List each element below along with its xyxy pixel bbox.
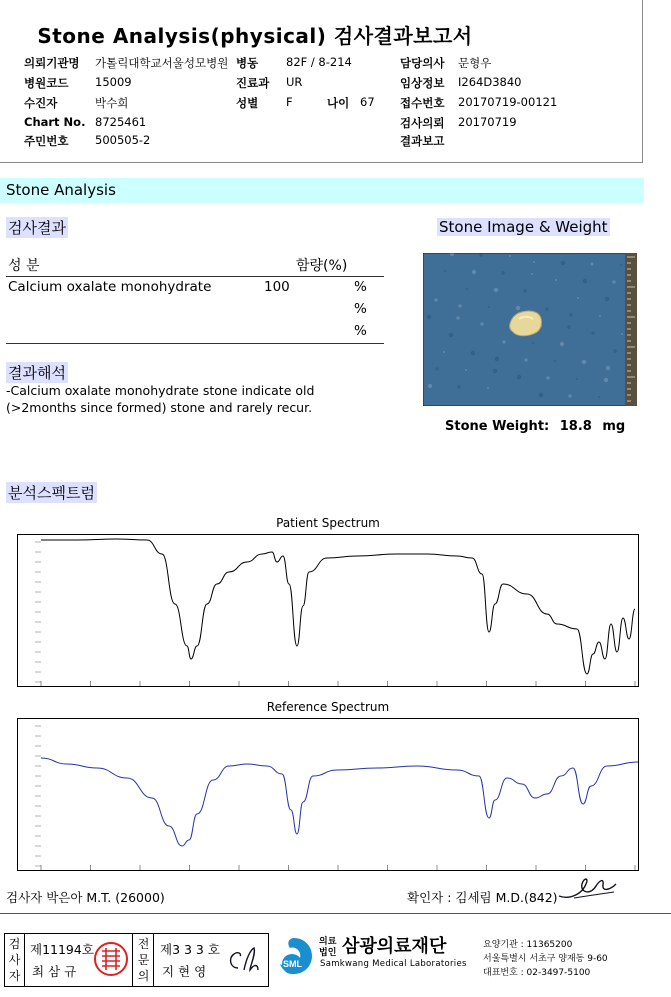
handwritten-signature: [556, 872, 620, 904]
specialist-name: 지 현 영: [162, 964, 207, 979]
org-prefix: [319, 937, 336, 959]
patient-name-label: 수진자: [24, 96, 58, 110]
license-box-divider-2: [132, 934, 133, 986]
specialist-vertical-char-1: 전: [137, 937, 150, 951]
resident-no-label: 주민번호: [24, 134, 69, 148]
sex-value: F: [286, 95, 293, 109]
institution-value: 가톨릭대학교서울성모병원: [95, 56, 229, 70]
examiner-vertical-char-2: 사: [8, 953, 21, 967]
row-1-value: 100: [264, 279, 290, 295]
request-date-value: 20170719: [458, 115, 517, 129]
reference-spectrum-plot: [17, 718, 639, 871]
table-top-rule: [6, 276, 384, 277]
patient-spectrum-title: Patient Spectrum: [276, 516, 380, 530]
age-value: 67: [360, 95, 375, 109]
doctor-value: 문형우: [458, 56, 492, 70]
institution-label: 의뢰기관명: [24, 56, 80, 70]
org-prefix-bottom: 법인: [319, 948, 337, 958]
stone-weight-label: Stone Weight:: [445, 419, 550, 434]
reference-spectrum-title: Reference Spectrum: [266, 700, 390, 714]
department-value: UR: [286, 75, 303, 89]
results-heading: 검사결과: [8, 219, 66, 237]
hospital-code-value: 15009: [95, 75, 132, 89]
interpretation-line-2: (>2months since formed) stone and rarely recur.: [6, 400, 313, 415]
stone-image-heading: Stone Image & Weight: [439, 218, 608, 236]
receipt-no-value: 20170719-00121: [458, 95, 558, 109]
stone-weight: [445, 419, 625, 434]
hospital-code-label: 병원코드: [24, 76, 69, 90]
footer-divider: [0, 913, 671, 914]
specialist-signature: [224, 942, 264, 978]
examiner-license: 제11194호: [30, 942, 94, 957]
sex-label: 성별: [236, 96, 259, 110]
result-report-label: 결과보고: [400, 134, 445, 148]
header-divider: [0, 162, 642, 163]
component-header: 성 분: [8, 258, 40, 274]
analysis-band-title: Stone Analysis: [6, 181, 116, 199]
clinical-info-label: 임상정보: [400, 76, 445, 90]
ward-label: 병동: [236, 56, 259, 70]
examiner-vertical-char-1: 검: [8, 937, 21, 951]
license-box-divider-1: [24, 934, 25, 986]
patient-spectrum-plot: [17, 534, 639, 687]
license-box-divider-3: [153, 934, 154, 986]
doctor-label: 담당의사: [400, 56, 445, 70]
specialist-vertical-char-3: 의: [137, 969, 150, 983]
table-bottom-rule: [6, 343, 384, 344]
age-label: 나이: [327, 96, 350, 110]
chart-no-value: 8725461: [95, 115, 147, 129]
department-label: 진료과: [236, 76, 270, 90]
examiner-vertical-char-3: 자: [8, 969, 21, 983]
specialist-license: 제3 3 3 호: [160, 942, 220, 957]
row-3-unit: %: [354, 323, 367, 339]
header-right-border: [642, 0, 643, 163]
org-address: 서울특별시 서초구 양재동 9-60: [483, 954, 608, 964]
org-prefix-top: 의료: [319, 937, 337, 947]
examiner-vertical-label: [7, 936, 22, 984]
receipt-no-label: 접수번호: [400, 96, 445, 110]
sml-logo-text: SML: [283, 959, 302, 969]
row-1-component: Calcium oxalate monohydrate: [8, 279, 212, 295]
specialist-vertical-label: [136, 936, 151, 984]
org-phone: 대표번호 : 02-3497-5100: [483, 968, 591, 978]
interpretation-line-1: -Calcium oxalate monohydrate stone indicate old: [6, 383, 315, 398]
stone-weight-unit: mg: [602, 419, 626, 434]
org-name: 삼광의료재단: [342, 936, 447, 957]
request-date-label: 검사의뢰: [400, 116, 445, 130]
patient-name-value: 박수희: [95, 96, 129, 110]
row-2-unit: %: [354, 301, 367, 317]
resident-no-value: 500505-2: [95, 133, 151, 147]
chart-no-label: Chart No.: [24, 115, 86, 129]
row-1-unit: %: [354, 279, 367, 295]
org-name-en: Samkwang Medical Laboratories: [320, 959, 467, 969]
examiner-name: 최 삼 규: [32, 964, 77, 979]
examiner-signature: 검사자 박은아 M.T. (26000): [6, 890, 165, 905]
examiner-seal: [93, 940, 129, 978]
sml-logo: [272, 934, 316, 978]
ward-value: 82F / 8-214: [286, 55, 352, 69]
stone-weight-value: 18.8: [559, 419, 592, 434]
report-title: Stone Analysis(physical) 검사결과보고서: [37, 24, 473, 48]
content-header: 함량(%): [296, 258, 348, 274]
confirmer-signature: 확인자 : 김세림 M.D.(842): [407, 890, 558, 905]
specialist-vertical-char-2: 문: [137, 953, 150, 967]
spectrum-heading: 분석스펙트럼: [8, 484, 95, 502]
clinical-info-value: I264D3840: [458, 75, 522, 89]
stone-photo: [423, 253, 637, 406]
care-code: 요양기관 : 11365200: [483, 940, 573, 950]
interpretation-heading: 결과해석: [8, 364, 66, 382]
